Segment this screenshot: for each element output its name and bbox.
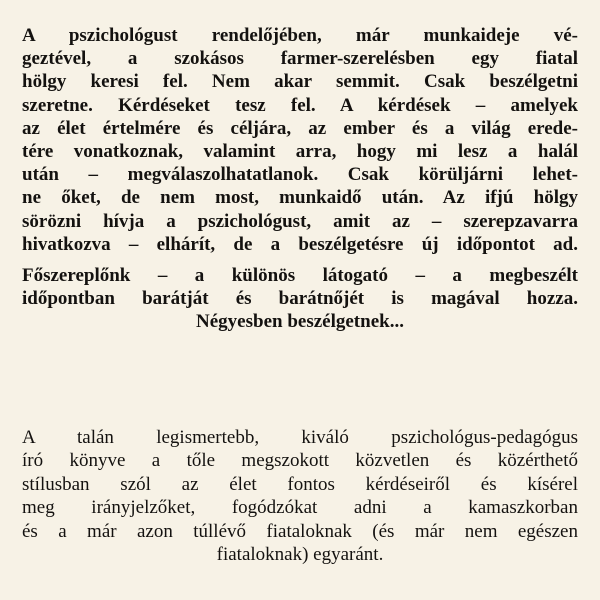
blurb-paragraph-1 — [22, 24, 578, 256]
text-line: időpontban barátját és barátnőjét is magával hozza. — [22, 288, 578, 310]
text-line: tére vonatkoznak, valamint arra, hogy mi lesz a halál — [22, 141, 578, 163]
author-description-paragraph — [22, 426, 578, 566]
text-line: hivatkozva – elhárít, de a beszélgetésre új időpontot ad. — [22, 233, 578, 255]
text-line: geztével, a szokásos farmer-szerelésben egy fiatal — [22, 48, 578, 70]
text-line: Főszereplőnk – a különös látogató – a megbeszélt — [22, 265, 578, 287]
text-line: szeretne. Kérdéseket tesz fel. A kérdések – amelyek — [22, 94, 578, 116]
text-line: sörözni hívja a pszichológust, amit az – szerepzavarra — [22, 210, 578, 232]
text-line: meg irányjelzőket, fogódzókat adni a kamaszkorban — [22, 497, 578, 519]
text-line: A pszichológust rendelőjében, már munkaideje vé- — [22, 25, 578, 46]
text-line: A talán legismertebb, kiváló pszichológus-pedagógus — [22, 427, 578, 448]
blurb-paragraph-2 — [22, 264, 578, 334]
text-line: stílusban szól az élet fontos kérdéseiről és kísérel — [22, 473, 578, 495]
text-line: fiataloknak) egyaránt. — [216, 544, 384, 566]
text-line: Négyesben beszélgetnek... — [196, 311, 404, 333]
text-line: az élet értelmére és céljára, az ember és a világ erede- — [22, 117, 578, 139]
text-line: író könyve a tőle megszokott közvetlen és közérthető — [22, 450, 578, 472]
text-line: után – megválaszolhatatlanok. Csak körüljárni lehet- — [22, 164, 578, 186]
text-line: és a már azon túllévő fiataloknak (és már nem egészen — [22, 520, 578, 542]
text-line: ne őket, de nem most, munkaidő után. Az ifjú hölgy — [22, 187, 578, 209]
text-line: hölgy keresi fel. Nem akar semmit. Csak beszélgetni — [22, 71, 578, 93]
